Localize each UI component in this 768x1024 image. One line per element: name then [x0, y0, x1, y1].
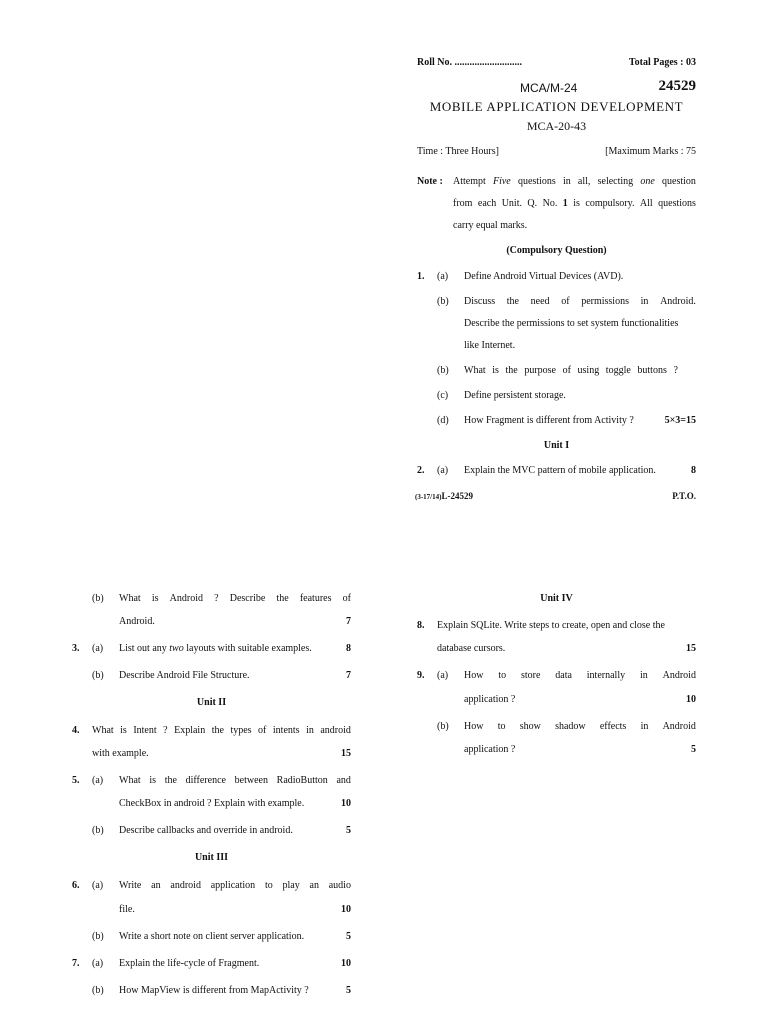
q3a-text-em: two	[169, 643, 184, 654]
subject-title: MOBILE APPLICATION DEVELOPMENT	[429, 99, 684, 114]
word: data	[555, 670, 572, 681]
word: to	[264, 880, 273, 891]
q6-number: 6.	[72, 880, 80, 891]
q1-marks: 5×3=15	[664, 415, 696, 426]
word: need	[530, 296, 550, 307]
note-word: Q.	[527, 198, 538, 209]
q3a-text-pre: List out any	[119, 643, 167, 654]
word: android	[320, 725, 351, 736]
word: is	[492, 365, 499, 376]
q4-line-1	[92, 725, 351, 736]
maximum-marks: [Maximum Marks : 75	[605, 146, 696, 157]
note-word: No.	[542, 198, 558, 209]
q5b-label: (b)	[92, 825, 104, 836]
q7b-text: How MapView is different from MapActivity ?	[119, 985, 309, 996]
q3-number: 3.	[72, 643, 80, 654]
q1b-line-3: like Internet.	[464, 340, 516, 351]
q8-number: 8.	[417, 620, 425, 631]
q3b-text: Describe Android File Structure.	[119, 670, 250, 681]
q7b-label: (b)	[92, 985, 104, 996]
total-pages: Total Pages : 03	[628, 57, 696, 68]
word: of	[342, 593, 351, 604]
word: Android	[169, 593, 203, 604]
q9a-label: (a)	[437, 670, 449, 681]
q1c-label: (b)	[437, 365, 449, 376]
word: the	[505, 365, 518, 376]
word: permissions	[581, 296, 629, 307]
word: of	[258, 725, 267, 736]
unit-1-heading: Unit I	[543, 440, 570, 451]
word: is	[120, 725, 127, 736]
word: is	[151, 593, 159, 604]
q2a-label: (a)	[437, 465, 449, 476]
q1-number: 1.	[417, 271, 425, 282]
word: of	[562, 365, 571, 376]
note-word: each	[477, 198, 497, 209]
word: Write	[119, 880, 142, 891]
word: an	[309, 880, 319, 891]
q1a-label: (a)	[437, 271, 449, 282]
q9a-line-1	[464, 670, 696, 681]
q7a-text: Explain the life-cycle of Fragment.	[119, 958, 260, 969]
roll-no: Roll No. ...........................	[417, 57, 522, 68]
word: Describe	[229, 593, 266, 604]
q5b-marks: 5	[346, 825, 351, 836]
time-allowed: Time : Three Hours]	[417, 146, 499, 157]
note-word: in	[562, 176, 571, 187]
word: buttons	[637, 365, 667, 376]
q9a-marks: 10	[686, 694, 696, 705]
q9a-line-2: application ?	[464, 694, 516, 705]
word: How	[464, 670, 484, 681]
q5-number: 5.	[72, 775, 80, 786]
q5b-text: Describe callbacks and override in android.	[119, 825, 293, 836]
word: to	[498, 670, 507, 681]
q5a-line-1	[119, 775, 351, 786]
word: ?	[163, 725, 168, 736]
q2b-label: (b)	[92, 593, 104, 604]
word: Android.	[660, 296, 696, 307]
q8-line-1: Explain SQLite. Write steps to create, open and close the	[437, 620, 665, 631]
q6b-marks: 5	[346, 931, 351, 942]
note-word: selecting	[597, 176, 634, 187]
unit-2-heading: Unit II	[196, 697, 227, 708]
q9b-line-2: application ?	[464, 744, 516, 755]
word: in	[640, 721, 649, 732]
q9b-label: (b)	[437, 721, 449, 732]
word: toggle	[605, 365, 631, 376]
note-word: All	[639, 198, 653, 209]
q6a-line-1	[119, 880, 351, 891]
q5a-line-2: CheckBox in android ? Explain with example.	[119, 798, 305, 809]
compulsory-heading: (Compulsory Question)	[506, 245, 607, 256]
word: What	[464, 365, 486, 376]
note-word: 1	[562, 198, 568, 209]
note-word: questions	[517, 176, 556, 187]
word: What	[119, 775, 141, 786]
word: Intent	[133, 725, 157, 736]
note-word: Five	[492, 176, 511, 187]
note-word: compulsory.	[585, 198, 635, 209]
q5a-marks: 10	[341, 798, 351, 809]
q6a-label: (a)	[92, 880, 104, 891]
word: Android	[662, 670, 696, 681]
q1b-line-1	[464, 296, 696, 307]
q3a-label: (a)	[92, 643, 104, 654]
q7a-marks: 10	[341, 958, 351, 969]
word: play	[282, 880, 300, 891]
word: Android	[662, 721, 696, 732]
word: purpose	[524, 365, 556, 376]
word: What	[119, 593, 141, 604]
footer-code-number: L-24529	[441, 491, 473, 501]
q7-number: 7.	[72, 958, 80, 969]
note-word: questions	[658, 198, 696, 209]
word: application	[210, 880, 256, 891]
q3a-marks: 8	[346, 643, 351, 654]
word: the	[164, 775, 177, 786]
note-word: is	[573, 198, 580, 209]
word: features	[299, 593, 332, 604]
q1d-label: (c)	[437, 390, 449, 401]
q4-number: 4.	[72, 725, 80, 736]
word: types	[230, 725, 252, 736]
q9b-marks: 5	[691, 744, 696, 755]
q1a-text: Define Android Virtual Devices (AVD).	[464, 271, 624, 282]
q2b-line-2: Android.	[119, 616, 155, 627]
q2b-line-1	[119, 593, 351, 604]
word: ?	[673, 365, 678, 376]
word: in	[306, 725, 314, 736]
q5a-label: (a)	[92, 775, 104, 786]
note-word: Attempt	[453, 176, 486, 187]
note-word: all,	[577, 176, 591, 187]
word: android	[170, 880, 201, 891]
q4-marks: 15	[341, 748, 351, 759]
footer-code-prefix: (3-17/14)	[415, 493, 442, 501]
q8-marks: 15	[686, 643, 696, 654]
word: of	[561, 296, 570, 307]
word: is	[149, 775, 157, 786]
footer-code	[415, 491, 473, 501]
word: the	[276, 593, 289, 604]
note-line-3: carry equal marks.	[453, 220, 528, 231]
word: Explain	[174, 725, 206, 736]
note-line-2	[453, 198, 696, 209]
word: between	[234, 775, 268, 786]
q1b-line-2: Describe the permissions to set system functionalities	[464, 318, 679, 329]
note-word: Unit.	[501, 198, 522, 209]
course-code: MCA-20-43	[526, 119, 587, 133]
word: difference	[185, 775, 226, 786]
q1b-label: (b)	[437, 296, 449, 307]
q7b-marks: 5	[346, 985, 351, 996]
note-line-1	[453, 176, 696, 187]
word: intents	[272, 725, 300, 736]
word: audio	[328, 880, 351, 891]
word: Discuss	[464, 296, 496, 307]
note-word: one	[640, 176, 655, 187]
q3a-text-post: layouts with suitable examples.	[186, 643, 312, 654]
q7a-label: (a)	[92, 958, 104, 969]
word: the	[506, 296, 519, 307]
unit-3-heading: Unit III	[194, 852, 229, 863]
q1e-label: (d)	[437, 415, 449, 426]
paper-code: MCA/M-24	[520, 81, 578, 95]
q6a-line-2: file.	[119, 904, 135, 915]
note-label: Note :	[417, 176, 443, 187]
q6b-label: (b)	[92, 931, 104, 942]
word: shadow	[555, 721, 586, 732]
word: an	[151, 880, 161, 891]
unit-4-heading: Unit IV	[540, 593, 573, 604]
word: in	[640, 296, 649, 307]
note-word: from	[453, 198, 473, 209]
pto-label: P.T.O.	[672, 491, 696, 501]
q3a-text	[119, 643, 312, 654]
word: show	[519, 721, 541, 732]
q6a-marks: 10	[341, 904, 351, 915]
word: the	[211, 725, 224, 736]
q8-line-2: database cursors.	[437, 643, 506, 654]
q6b-text: Write a short note on client server application.	[119, 931, 305, 942]
q1e-text: How Fragment is different from Activity ?	[464, 415, 634, 426]
q9b-line-1	[464, 721, 696, 732]
word: in	[639, 670, 648, 681]
q1d-text: Define persistent storage.	[464, 390, 566, 401]
word: ?	[214, 593, 219, 604]
word: store	[520, 670, 541, 681]
word: and	[336, 775, 351, 786]
q3b-marks: 7	[346, 670, 351, 681]
word: How	[464, 721, 484, 732]
q2-number: 2.	[417, 465, 425, 476]
q2b-marks: 7	[346, 616, 351, 627]
word: What	[92, 725, 114, 736]
q3b-label: (b)	[92, 670, 104, 681]
q1c-text	[464, 365, 678, 376]
word: effects	[599, 721, 627, 732]
word: to	[497, 721, 506, 732]
word: RadioButton	[276, 775, 328, 786]
word: internally	[586, 670, 626, 681]
q4-line-2: with example.	[92, 748, 149, 759]
q2a-marks: 8	[691, 465, 696, 476]
paper-number: 24529	[658, 78, 696, 94]
q9-number: 9.	[417, 670, 425, 681]
note-word: question	[662, 176, 696, 187]
q2a-text: Explain the MVC pattern of mobile application.	[464, 465, 656, 476]
word: using	[577, 365, 600, 376]
